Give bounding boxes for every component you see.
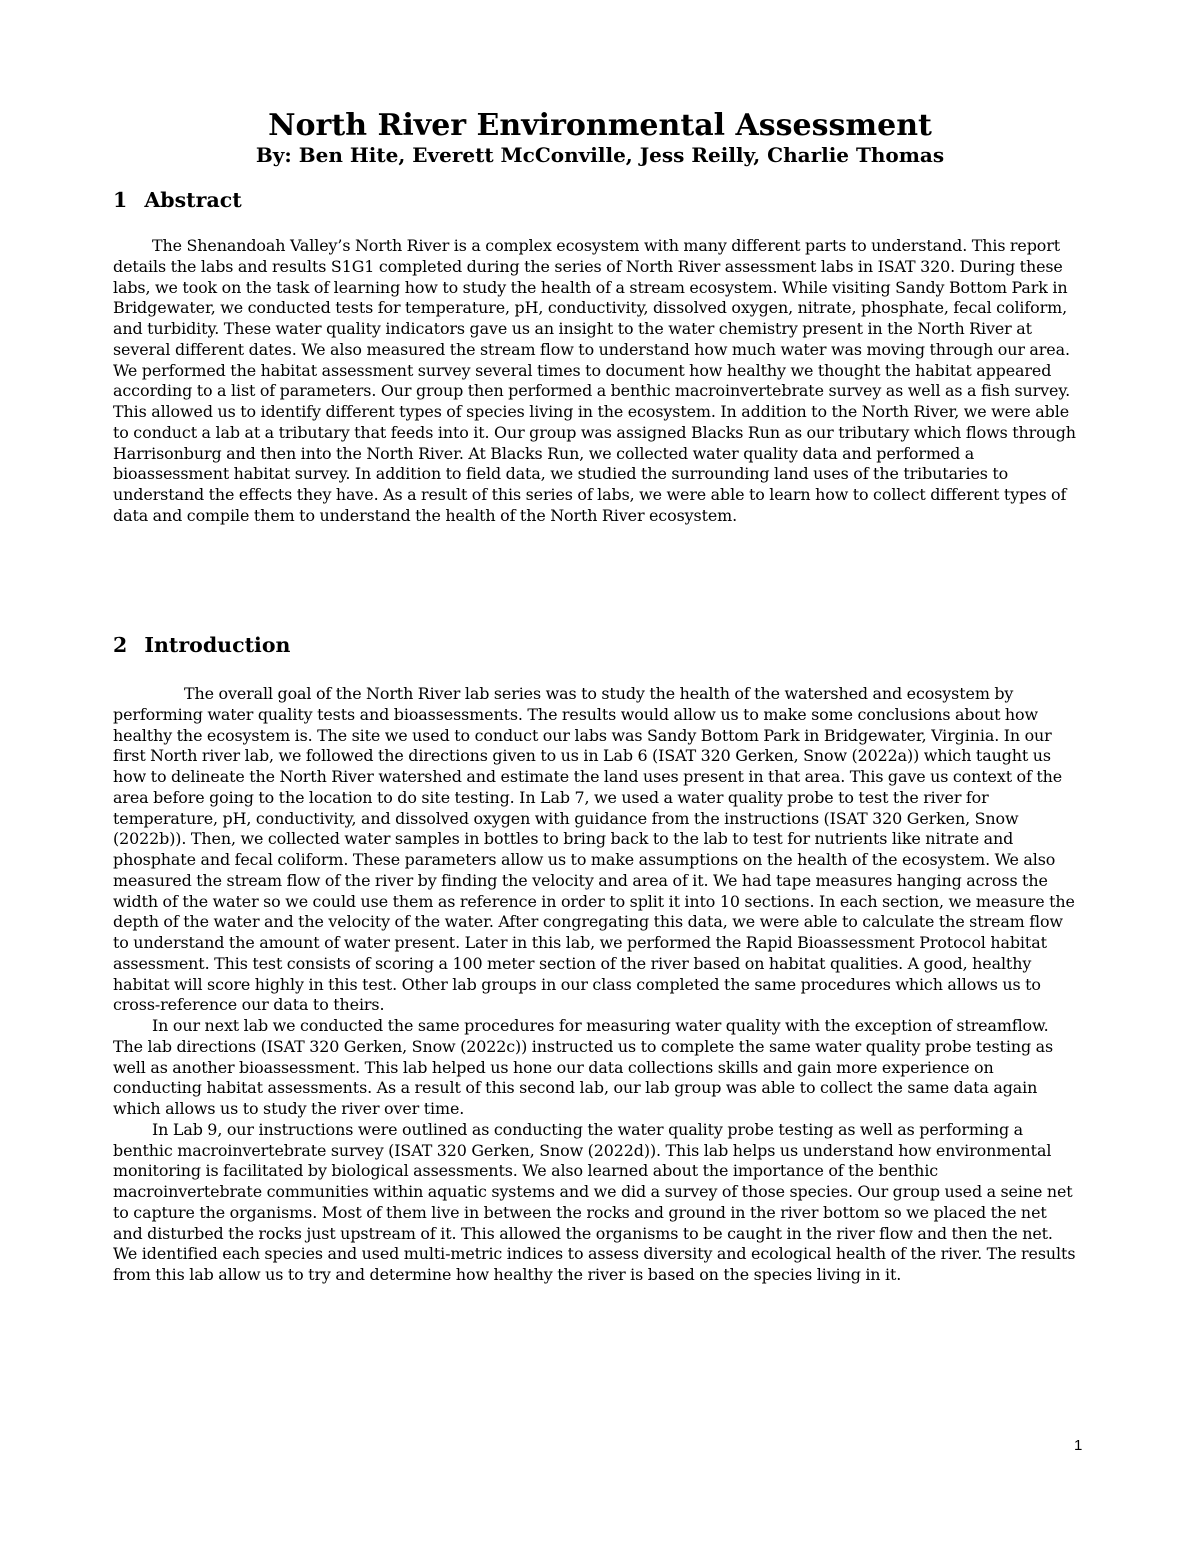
section-heading-introduction <box>113 631 290 659</box>
paragraph: The Shenandoah Valley’s North River is a complex ecosystem with many different parts to understand. This report details the labs and results S1G1 completed during the series of North River assessment labs in ISAT 320. During these labs, we took on the task of learning how to study the health of a stream ecosystem. While visiting Sandy Bottom Park in Bridgewater, we conducted tests for temperature, pH, conductivity, dissolved oxygen, nitrate, phosphate, fecal coliform, and turbidity. These water quality indicators gave us an insight to the water chemistry present in the North River at several different dates. We also measured the stream flow to understand how much water was moving through our area. We performed the habitat assessment survey several times to document how healthy we thought the habitat appeared according to a list of parameters. Our group then performed a benthic macroinvertebrate survey as well as a fish survey. This allowed us to identify different types of species living in the ecosystem. In addition to the North River, we were able to conduct a lab at a tributary that feeds into it. Our group was assigned Blacks Run as our tributary which flows through Harrisonburg and then into the North River. At Blacks Run, we collected water quality data and performed a bioassessment habitat survey. In addition to field data, we studied the surrounding land uses of the tributaries to understand the effects they have. As a result of this series of labs, we were able to learn how to collect different types of data and compile them to understand the health of the North River ecosystem. <box>113 236 1076 525</box>
introduction-body <box>113 684 1080 1286</box>
section-number: 1 <box>113 188 128 212</box>
section-title: Abstract <box>144 188 242 212</box>
section-heading-abstract <box>113 186 242 214</box>
document-title: North River Environmental Assessment <box>268 108 932 143</box>
abstract-body <box>113 236 1080 527</box>
paragraph: The overall goal of the North River lab series was to study the health of the watershed and ecosystem by performing water quality tests and bioassessments. The results would allow us to make some conclusions about how healthy the ecosystem is. The site we used to conduct our labs was Sandy Bottom Park in Bridgewater, Virginia. In our first North river lab, we followed the directions given to us in Lab 6 (ISAT 320 Gerken, Snow (2022a)) which taught us how to delineate the North River watershed and estimate the land uses present in that area. This gave us context of the area before going to the location to do site testing. In Lab 7, we used a water quality probe to test the river for temperature, pH, conductivity, and dissolved oxygen with guidance from the instructions (ISAT 320 Gerken, Snow (2022b)). Then, we collected water samples in bottles to bring back to the lab to test for nutrients like nitrate and phosphate and fecal coliform. These parameters allow us to make assumptions on the health of the ecosystem. We also measured the stream flow of the river by finding the velocity and area of it. We had tape measures hanging across the width of the water so we could use them as reference in order to split it into 10 sections. In each section, we measure the depth of the water and the velocity of the water. After congregating this data, we were able to calculate the stream flow to understand the amount of water present. Later in this lab, we performed the Rapid Bioassessment Protocol habitat assessment. This test consists of scoring a 100 meter section of the river based on habitat qualities. A good, healthy habitat will score highly in this test. Other lab groups in our class completed the same procedures which allows us to cross-reference our data to theirs. <box>113 684 1075 1015</box>
document-authors: By: Ben Hite, Everett McConville, Jess Reilly, Charlie Thomas <box>255 143 945 167</box>
paragraph: In our next lab we conducted the same procedures for measuring water quality with the exception of streamflow. The lab directions (ISAT 320 Gerken, Snow (2022c)) instructed us to complete the same water quality probe testing as well as another bioassessment. This lab helped us hone our data collections skills and gain more experience on conducting habitat assessments. As a result of this second lab, our lab group was able to collect the same data again which allows us to study the river over time. <box>113 1016 1054 1118</box>
paragraph: In Lab 9, our instructions were outlined as conducting the water quality probe testing as well as performing a benthic macroinvertebrate survey (ISAT 320 Gerken, Snow (2022d)). This lab helps us understand how environmental monitoring is facilitated by biological assessments. We also learned about the importance of the benthic macroinvertebrate communities within aquatic systems and we did a survey of those species. Our group used a seine net to capture the organisms. Most of them live in between the rocks and ground in the river bottom so we placed the net and disturbed the rocks just upstream of it. This allowed the organisms to be caught in the river flow and then the net. We identified each species and used multi-metric indices to assess diversity and ecological health of the river. The results from this lab allow us to try and determine how healthy the river is based on the species living in it. <box>113 1119 1076 1284</box>
section-number: 2 <box>113 633 128 657</box>
page-number: 1 <box>1074 1437 1083 1454</box>
section-title: Introduction <box>144 633 291 657</box>
